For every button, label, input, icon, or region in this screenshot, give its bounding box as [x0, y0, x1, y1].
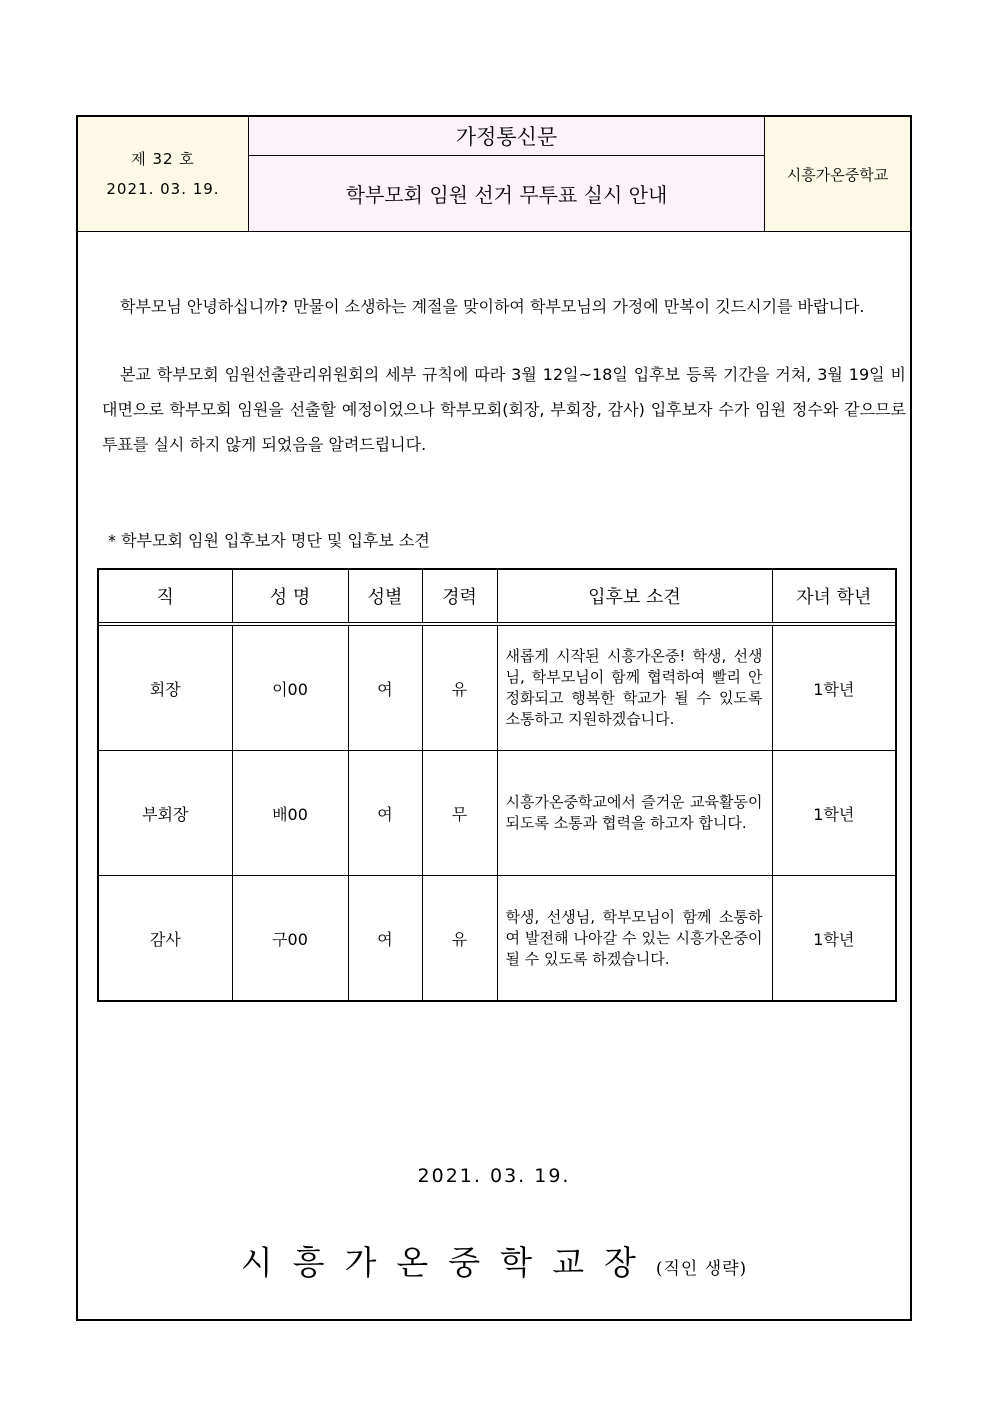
cell-statement: 학생, 선생님, 학부모님이 함께 소통하여 발전해 나아갈 수 있는 시흥가온중이 될 수 있도록 하겠습니다. — [497, 876, 772, 1001]
newsletter-frame — [76, 115, 912, 1321]
table-caption: * 학부모회 임원 입후보자 명단 및 입후보 소견 — [108, 531, 430, 550]
column-header-position: 직 — [99, 570, 232, 624]
cell-gender: 여 — [348, 876, 422, 1001]
column-header-grade: 자녀 학년 — [772, 570, 895, 624]
cell-name: 배00 — [232, 751, 348, 876]
cell-name: 구00 — [232, 876, 348, 1001]
newsletter-header — [78, 117, 910, 232]
cell-statement: 새롭게 시작된 시흥가온중! 학생, 선생님, 학부모님이 함께 협력하여 빨리 안정화되고 행복한 학교가 될 수 있도록 소통하고 지원하겠습니다. — [497, 624, 772, 751]
cell-grade: 1학년 — [772, 624, 895, 751]
cell-statement: 시흥가온중학교에서 즐거운 교육활동이 되도록 소통과 협력을 하고자 합니다. — [497, 751, 772, 876]
cell-career: 유 — [422, 624, 497, 751]
cell-position: 회장 — [99, 624, 232, 751]
cell-name: 이00 — [232, 624, 348, 751]
table-row — [99, 876, 895, 1001]
column-header-career: 경력 — [422, 570, 497, 624]
cell-grade: 1학년 — [772, 876, 895, 1001]
cell-grade: 1학년 — [772, 751, 895, 876]
column-header-name: 성 명 — [232, 570, 348, 624]
column-header-gender: 성별 — [348, 570, 422, 624]
candidate-table-wrapper — [97, 568, 897, 1002]
table-row — [99, 751, 895, 876]
column-header-statement: 입후보 소견 — [497, 570, 772, 624]
principal-title: 시흥가온중학교장 — [240, 1243, 656, 1282]
candidate-table — [99, 570, 895, 1000]
cell-gender: 여 — [348, 624, 422, 751]
table-row — [99, 624, 895, 751]
title-block — [249, 117, 764, 231]
cell-position: 부회장 — [99, 751, 232, 876]
cell-career: 무 — [422, 751, 497, 876]
cell-position: 감사 — [99, 876, 232, 1001]
table-header-row — [99, 570, 895, 624]
greeting-paragraph: 학부모님 안녕하십니까? 만물이 소생하는 계절을 맞이하여 학부모님의 가정에 만복이 깃드시기를 바랍니다. — [120, 297, 865, 316]
principal-signature — [78, 1237, 910, 1284]
cell-career: 유 — [422, 876, 497, 1001]
document-category: 가정통신문 — [249, 117, 764, 156]
issue-date: 2021. 03. 19. — [106, 180, 220, 198]
footer-date: 2021. 03. 19. — [417, 1165, 571, 1187]
notice-paragraph: 본교 학부모회 임원선출관리위원회의 세부 규칙에 따라 3월 12일~18일 입후보 등록 기간을 거쳐, 3월 19일 비대면으로 학부모회 임원을 선출할 예정이었으나 학부모회(회장, 부회장, 감사) 입후보자 수가 임원 정수와 같으므로 투표를 실시 하지 않게 되었음을 알려드립니다. — [102, 365, 906, 454]
cell-gender: 여 — [348, 751, 422, 876]
issue-number: 제 32 호 — [131, 150, 195, 168]
seal-omitted-note: (직인 생략) — [655, 1259, 748, 1279]
document-title: 학부모회 임원 선거 무투표 실시 안내 — [345, 183, 668, 207]
school-name: 시흥가온중학교 — [764, 117, 910, 231]
issue-info — [78, 117, 249, 231]
